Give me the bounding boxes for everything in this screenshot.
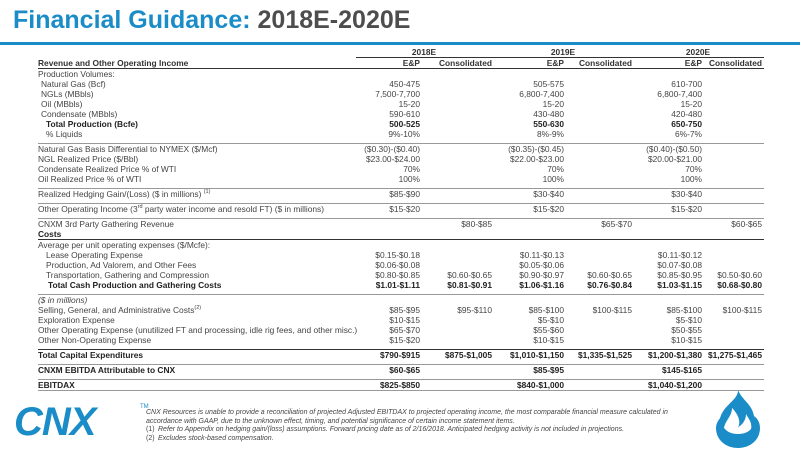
table-row: Lease Operating Expense $0.15-$0.18 $0.11-$0.13 $0.11-$0.12	[46, 250, 702, 260]
table-row: Production, Ad Valorem, and Other Fees $0.06-$0.08 $0.05-$0.06 $0.07-$0.08	[46, 260, 702, 270]
footnotes	[146, 409, 696, 443]
table-row: NGLs (MBbls) 7,500-7,700 6,800-7,400 6,800-7,400	[41, 89, 702, 99]
other-income-row: Other Operating Income (3rd party water income and resold FT) ($ in millions) $15-$20 $15-$20 $15-$20	[38, 204, 764, 215]
cnx-logo	[14, 400, 149, 444]
table-row: Natural Gas (Bcf) 450-475 505-575 610-700	[41, 79, 702, 89]
table-row: Condensate (MBbls) 590-610 430-480 420-480	[41, 109, 702, 119]
table-row: Transportation, Gathering and Compression $0.80-$0.85 $0.60-$0.65 $0.90-$0.97 $0.60-$0.65 $0.85-$0.95 $0.50-$0.60	[46, 270, 762, 280]
hedging-row: Realized Hedging Gain/(Loss) ($ in millions) $^{(1)}$ $85-$90 $30-$40 $30-$40	[38, 189, 764, 200]
total-cash-costs-row: Total Cash Production and Gathering Costs $1.01-$1.11 $0.81-$0.91 $1.06-$1.16 $0.76-$0.84 $1.03-$1.15 $0.68-$0.80	[48, 280, 762, 290]
total-production-row: Total Production (Bcfe) 500-525 550-630 650-750	[46, 119, 702, 129]
year-2019-header: 2019E	[494, 47, 634, 58]
logo-trademark: TM	[140, 404, 149, 410]
table-row: Average per unit operating expenses ($/Mcfe):	[38, 240, 211, 250]
column-header-row	[38, 58, 764, 69]
table-row: NGL Realized Price ($/Bbl) $23.00-$24.00 $22.00-$23.00 $20.00-$21.00	[38, 154, 702, 164]
table-row: Oil Realized Price % of WTI 100% 100% 100%	[38, 174, 702, 184]
table-row: Condensate Realized Price % of WTI 70% 70% 70%	[38, 164, 702, 174]
title-sub: 2018E-2020E	[257, 6, 411, 34]
footnote-1: (1) Refer to Appendix on hedging gain/(loss) assumptions. Forward pricing date as of 2/16/2018. Anticipated hedging activity is not included in projections.	[146, 426, 625, 434]
liquids-row: % Liquids 9%-10% 8%-9% 6%-7%	[46, 129, 702, 139]
ebitdax-row: EBITDAX $825-$850 $840-$1,000 $1,040-$1,200	[38, 380, 764, 391]
title-main: Financial Guidance:	[13, 6, 251, 34]
col-consolidated-2018: Consolidated	[422, 58, 494, 69]
table-row: Other Non-Operating Expense $15-$20 $10-$15 $10-$15	[38, 335, 702, 345]
col-ep-2018: E&P	[356, 58, 422, 69]
table-row: Selling, General, and Administrative Costs$^{(2)}$ $85-$95 $95-$110 $85-$100 $100-$115 $85-$100 $100-$115	[38, 305, 762, 315]
table-row: Oil (MBbls) 15-20 15-20 15-20	[41, 99, 702, 109]
col-ep-2020: E&P	[634, 58, 704, 69]
year-2020-header: 2020E	[634, 47, 764, 58]
cnxm-ebitda-row: CNXM EBITDA Attributable to CNX $60-$65 $85-$95 $145-$165	[38, 365, 764, 376]
millions-label-row: ($ in millions)	[38, 295, 764, 306]
production-label: Production Volumes:	[38, 69, 115, 79]
table-row: Exploration Expense $10-$15 $5-$10 $5-$10	[38, 315, 702, 325]
table-row	[38, 69, 764, 80]
table-row: Other Operating Expense (unutilized FT and processing, idle rig fees, and other misc.) $65-$70 $55-$60 $50-$55	[38, 325, 702, 335]
page-title	[13, 6, 410, 35]
col-ep-2019: E&P	[494, 58, 566, 69]
costs-heading-row: Costs	[38, 229, 764, 240]
logo-text: CNX	[14, 400, 96, 444]
table-row: Natural Gas Basis Differential to NYMEX ($/Mcf) ($0.30)-($0.40) ($0.35)-($0.45) ($0.40)-($0.50)	[38, 144, 764, 155]
col-consolidated-2020: Consolidated	[704, 58, 764, 69]
guidance-table	[38, 47, 764, 391]
year-2018-header: 2018E	[356, 47, 494, 58]
revenue-section-label: Revenue and Other Operating Income	[38, 58, 356, 69]
col-consolidated-2019: Consolidated	[566, 58, 634, 69]
flame-icon	[708, 388, 768, 450]
gathering-revenue-row: CNXM 3rd Party Gathering Revenue $80-$85 $65-$70 $60-$65	[38, 219, 762, 229]
footnote-2: (2) Excludes stock-based compensation.	[146, 434, 274, 442]
footnote-intro: CNX Resources is unable to provide a reconciliation of projected Adjusted EBITDAX to projected operating income, the most comparable financial measure calculated in accordance with GAAP, due to the unknown effect, timing, and potential significance of certain income statement items.	[146, 409, 668, 425]
year-header-row	[38, 47, 764, 58]
capex-row: Total Capital Expenditures $790-$915 $875-$1,005 $1,010-$1,150 $1,335-$1,525 $1,200-$1,380 $1,275-$1,465	[38, 350, 762, 360]
page-number: 76	[731, 424, 745, 436]
title-rule	[0, 42, 800, 45]
